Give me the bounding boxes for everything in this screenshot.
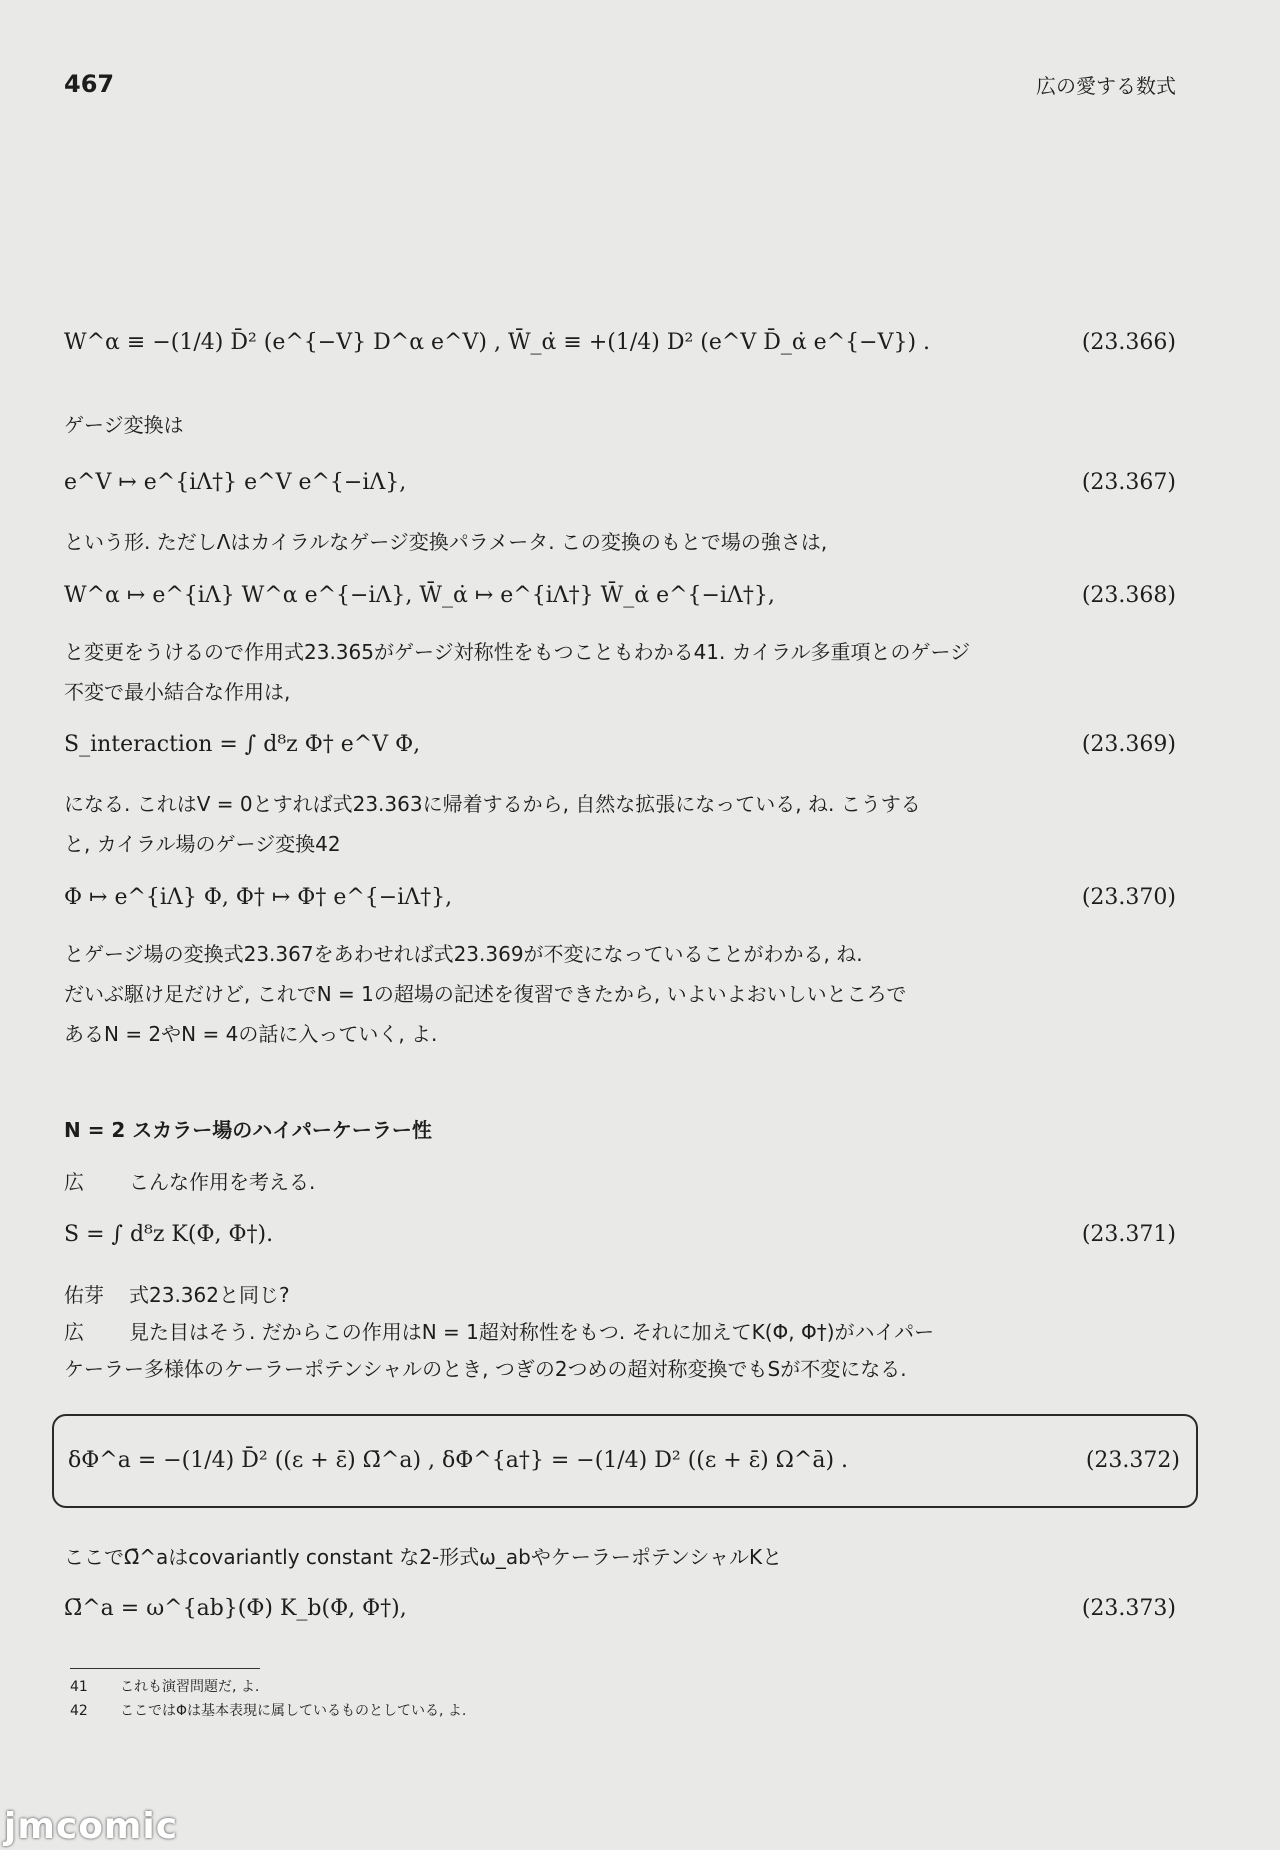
dialogue-line — [64, 1312, 1064, 1352]
equation-math: W^α ↦ e^{iΛ} W^α e^{−iΛ}, W̄_α̇ ↦ e^{iΛ†} W̄_α̇ e^{−iΛ†}, — [64, 583, 775, 608]
running-title: 広の愛する数式 — [1036, 74, 1176, 98]
paragraph-line: と変更をうけるので作用式23.365がゲージ対称性をもつこともわかる41. カイラル多重項とのゲージ — [64, 640, 971, 664]
equation-math: S = ∫ d⁸z K(Φ, Φ†). — [64, 1222, 274, 1247]
footnote-text: ここではΦは基本表現に属しているものとしている, よ. — [120, 1703, 467, 1719]
footnote-number: 42 — [70, 1703, 88, 1719]
dialogue-line — [64, 1349, 1064, 1389]
dialogue-text: こんな作用を考える. — [129, 1170, 316, 1194]
equation-number: (23.367) — [1081, 470, 1176, 495]
page-number: 467 — [64, 70, 115, 98]
paragraph-line: になる. これはV = 0とすれば式23.363に帰着するから, 自然な拡張になっている, ね. こうする — [64, 792, 921, 816]
equation-math: δΦ^a = −(1/4) D̄² ((ε + ε̄) Ω̄^a) , δΦ^{a†} = −(1/4) D² ((ε + ε̄) Ω^ā) . — [68, 1448, 849, 1473]
footnote-divider — [70, 1668, 260, 1669]
equation-math: S_interaction = ∫ d⁸z Φ† e^V Φ, — [64, 732, 421, 757]
paragraph: ここでΩ̄^aはcovariantly constant な2-形式ω_abやケーラーポテンシャルKと — [64, 1545, 783, 1569]
equation-math: Φ ↦ e^{iΛ} Φ, Φ† ↦ Φ† e^{−iΛ†}, — [64, 885, 453, 910]
footnote-number: 41 — [70, 1679, 88, 1695]
paragraph: ゲージ変換は — [64, 413, 184, 437]
footnote-text: これも演習問題だ, よ. — [120, 1679, 260, 1695]
paragraph-line: あるN = 2やN = 4の話に入っていく, よ. — [64, 1022, 438, 1046]
paragraph — [64, 934, 1004, 1054]
equation-number: (23.369) — [1081, 732, 1176, 757]
dialogue-line — [64, 1162, 1064, 1202]
dialogue-text: 式23.362と同じ? — [129, 1283, 290, 1307]
paragraph-line: 不変で最小結合な作用は, — [64, 680, 291, 704]
speaker: 広 — [64, 1170, 84, 1194]
paragraph — [64, 784, 1004, 864]
paragraph: という形. ただしΛはカイラルなゲージ変換パラメータ. この変換のもとで場の強さは, — [64, 530, 828, 554]
equation-number: (23.371) — [1081, 1222, 1176, 1247]
watermark: jmcomic — [4, 1806, 179, 1847]
dialogue-line — [64, 1275, 1064, 1315]
dialogue-text: 見た目はそう. だからこの作用はN = 1超対称性をもつ. それに加えてK(Φ, Φ†)がハイパー — [129, 1320, 935, 1344]
equation-math: W^α ≡ −(1/4) D̄² (e^{−V} D^α e^V) , W̄_α̇ ≡ +(1/4) D² (e^V D̄_α̇ e^{−V}) . — [64, 330, 931, 355]
paragraph-line: と, カイラル場のゲージ変換42 — [64, 832, 341, 856]
speaker: 佑芽 — [64, 1283, 104, 1307]
equation-math: Ω̄^a = ω^{ab}(Φ) K_b(Φ, Φ†), — [64, 1596, 407, 1621]
speaker: 広 — [64, 1320, 84, 1344]
paragraph — [64, 632, 1004, 712]
equation-number: (23.370) — [1081, 885, 1176, 910]
equation-number: (23.366) — [1081, 330, 1176, 355]
equation-number: (23.373) — [1081, 1596, 1176, 1621]
section-heading: N = 2 スカラー場のハイパーケーラー性 — [64, 1118, 432, 1142]
paragraph-line: とゲージ場の変換式23.367をあわせれば式23.369が不変になっていることがわかる, ね. — [64, 942, 863, 966]
equation-math: e^V ↦ e^{iΛ†} e^V e^{−iΛ}, — [64, 470, 407, 495]
footnote — [70, 1700, 466, 1720]
paragraph-line: だいぶ駆け足だけど, これでN = 1の超場の記述を復習できたから, いよいよおいしいところで — [64, 982, 907, 1006]
footnote — [70, 1676, 259, 1696]
dialogue-text: ケーラー多様体のケーラーポテンシャルのとき, つぎの2つめの超対称変換でもSが不変になる. — [64, 1357, 907, 1381]
equation-number: (23.372) — [1085, 1448, 1180, 1473]
equation-number: (23.368) — [1081, 583, 1176, 608]
